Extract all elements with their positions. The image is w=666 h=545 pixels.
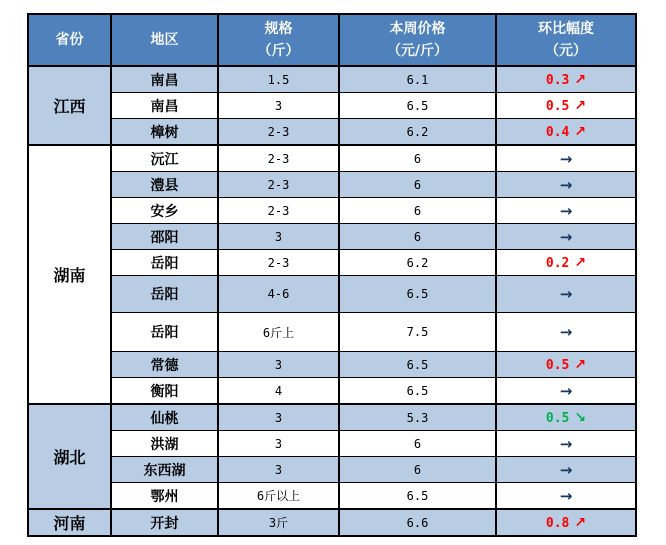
region-cell: 衡阳 [111,378,218,405]
table-row [28,313,636,352]
column-header-change [496,14,636,66]
spec-cell: 6斤以上 [218,483,339,510]
price-cell: 6.5 [339,483,496,510]
up-arrow-icon: ↗ [574,356,587,373]
table-row [28,483,636,510]
header-unit-price: （元/斤） [386,43,449,59]
change-cell [496,378,636,405]
table-row [28,172,636,198]
change-value: 0.2 [545,255,570,271]
table-body [28,66,636,536]
table-row [28,119,636,146]
up-arrow-icon: ↗ [574,97,587,114]
region-cell: 南昌 [111,66,218,93]
change-cell [496,119,636,146]
change-value: 0.5 [545,357,570,373]
spec-cell: 2-3 [218,198,339,224]
region-cell: 洪湖 [111,431,218,457]
flat-arrow-icon: → [559,201,573,220]
spec-cell: 2-3 [218,119,339,146]
province-cell: 湖南 [28,145,111,404]
flat-arrow-icon: → [559,434,573,453]
spec-cell: 3 [218,93,339,119]
table-row [28,457,636,483]
price-cell: 6.5 [339,276,496,313]
province-cell: 湖北 [28,404,111,509]
table-row [28,352,636,378]
spec-cell: 4 [218,378,339,405]
price-cell: 6 [339,431,496,457]
flat-arrow-icon: → [559,323,573,341]
header-label-change: 环比幅度 [538,21,594,37]
region-cell: 东西湖 [111,457,218,483]
spec-cell: 3 [218,457,339,483]
table-row [28,93,636,119]
change-cell [496,145,636,172]
province-cell: 河南 [28,509,111,536]
price-cell: 6 [339,457,496,483]
spec-cell: 3 [218,352,339,378]
table-row [28,145,636,172]
change-cell [496,198,636,224]
region-cell: 岳阳 [111,250,218,276]
region-cell: 岳阳 [111,276,218,313]
change-cell [496,276,636,313]
header-unit-spec: （斤） [257,43,300,59]
region-cell: 澧县 [111,172,218,198]
change-cell [496,224,636,250]
flat-arrow-icon: → [559,285,573,303]
change-cell [496,431,636,457]
price-cell: 6.5 [339,93,496,119]
price-cell: 6 [339,172,496,198]
price-table [27,13,637,537]
region-cell: 仙桃 [111,404,218,431]
price-cell: 6.1 [339,66,496,93]
price-cell: 6.2 [339,119,496,146]
region-cell: 邵阳 [111,224,218,250]
change-cell [496,66,636,93]
table-row [28,509,636,536]
header-label-region: 地区 [150,32,179,48]
flat-arrow-icon: → [559,381,573,400]
price-cell: 6 [339,198,496,224]
up-arrow-icon: ↗ [574,71,587,88]
flat-arrow-icon: → [559,486,573,505]
spec-cell: 3 [218,404,339,431]
province-cell: 江西 [28,66,111,145]
change-cell [496,250,636,276]
column-header-province [28,14,111,66]
price-cell: 6.5 [339,352,496,378]
spec-cell: 2-3 [218,172,339,198]
spec-cell: 1.5 [218,66,339,93]
column-header-spec [218,14,339,66]
price-cell: 6.6 [339,509,496,536]
price-cell: 6.5 [339,378,496,405]
spec-cell: 6斤上 [218,313,339,352]
change-cell [496,172,636,198]
region-cell: 岳阳 [111,313,218,352]
table-row [28,224,636,250]
change-value: 0.5 [545,98,570,114]
flat-arrow-icon: → [559,460,573,479]
change-cell [496,483,636,510]
column-header-region [111,14,218,66]
up-arrow-icon: ↗ [574,254,587,271]
region-cell: 樟树 [111,119,218,146]
column-header-price [339,14,496,66]
change-value: 0.8 [545,515,570,531]
region-cell: 鄂州 [111,483,218,510]
change-value: 0.5 [545,410,570,426]
flat-arrow-icon: → [559,227,573,246]
spec-cell: 2-3 [218,145,339,172]
price-cell: 6 [339,224,496,250]
spec-cell: 4-6 [218,276,339,313]
region-cell: 南昌 [111,93,218,119]
spec-cell: 3 [218,431,339,457]
region-cell: 安乡 [111,198,218,224]
price-cell: 7.5 [339,313,496,352]
change-value: 0.3 [545,72,570,88]
region-cell: 沅江 [111,145,218,172]
price-table-wrapper [27,13,637,537]
change-cell [496,404,636,431]
price-cell: 6 [339,145,496,172]
flat-arrow-icon: → [559,175,573,194]
table-row [28,404,636,431]
spec-cell: 3 [218,224,339,250]
change-cell [496,93,636,119]
up-arrow-icon: ↗ [574,514,587,531]
table-header-row [28,14,636,66]
change-cell [496,457,636,483]
spec-cell: 2-3 [218,250,339,276]
header-label-province: 省份 [55,32,84,48]
table-row [28,378,636,405]
flat-arrow-icon: → [559,149,573,168]
change-cell [496,352,636,378]
table-row [28,276,636,313]
change-cell [496,509,636,536]
change-cell [496,313,636,352]
region-cell: 常德 [111,352,218,378]
region-cell: 开封 [111,509,218,536]
header-unit-change: （元） [545,43,587,59]
table-row [28,250,636,276]
price-cell: 5.3 [339,404,496,431]
header-label-price: 本周价格 [389,21,446,37]
change-value: 0.4 [545,124,570,140]
down-arrow-icon: ↘ [574,409,587,426]
price-cell: 6.2 [339,250,496,276]
table-row [28,431,636,457]
spec-cell: 3斤 [218,509,339,536]
table-row [28,198,636,224]
up-arrow-icon: ↗ [574,123,587,140]
header-label-spec: 规格 [264,21,293,37]
table-row [28,66,636,93]
